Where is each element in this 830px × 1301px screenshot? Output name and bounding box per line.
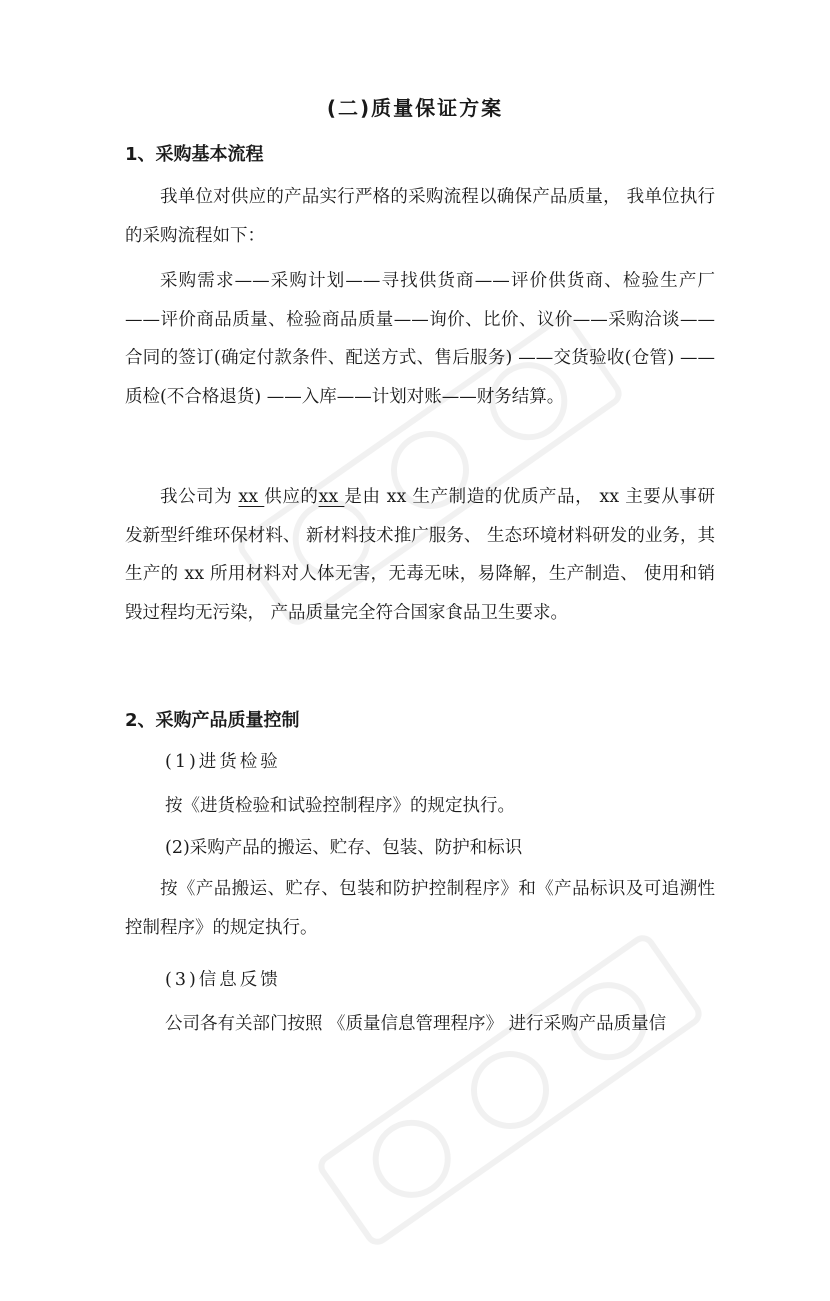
paragraph-product-description bbox=[125, 478, 715, 632]
text-information-feedback: 公司各有关部门按照 《质量信息管理程序》 进行采购产品质量信 bbox=[165, 1014, 667, 1034]
section-heading-quality-control: 2、采购产品质量控制 bbox=[125, 710, 300, 731]
paragraph-procurement-intro: 我单位对供应的产品实行严格的采购流程以确保产品质量， 我单位执行的采购流程如下： bbox=[125, 187, 715, 246]
underlined-placeholder: xx bbox=[238, 487, 265, 507]
text-segment: 是由 xx 生产制造的优质产品， xx 主要从事研发新型纤维环保材料、 新材料技术推广服务、 生态环境材料研发的业务，其生产的 xx 所用材料对人体无害，无毒无味，易降解，生产制造、 使用和销毁过程均无污染， 产品质量完全符合国家食品卫生要求。 bbox=[125, 487, 716, 623]
subheading-handling-storage: (2)采购产品的搬运、贮存、包装、防护和标识 bbox=[165, 838, 523, 858]
text-segment: 供应的 bbox=[264, 487, 319, 507]
underlined-placeholder: xx bbox=[318, 487, 345, 507]
paragraph-procurement-steps: 采购需求——采购计划——寻找供货商——评价供货商、检验生产厂——评价商品质量、检验商品质量——询价、比价、议价——采购洽谈——合同的签订(确定付款条件、配送方式、售后服务) ——交货验收(仓管) ——质检(不合格退货) ——入库——计划对账——财务结算。 bbox=[125, 271, 715, 407]
text-incoming-inspection: 按《进货检验和试验控制程序》的规定执行。 bbox=[165, 796, 515, 816]
section-heading-procurement-flow: 1、采购基本流程 bbox=[125, 144, 264, 165]
subheading-information-feedback: (3)信息反馈 bbox=[165, 970, 281, 990]
text-handling-storage: 按《产品搬运、贮存、包装和防护控制程序》和《产品标识及可追溯性控制程序》的规定执行。 bbox=[125, 879, 715, 938]
subheading-incoming-inspection: (1)进货检验 bbox=[165, 752, 281, 772]
text-segment: 我公司为 bbox=[160, 487, 239, 507]
page-title: (二)质量保证方案 bbox=[326, 96, 504, 120]
